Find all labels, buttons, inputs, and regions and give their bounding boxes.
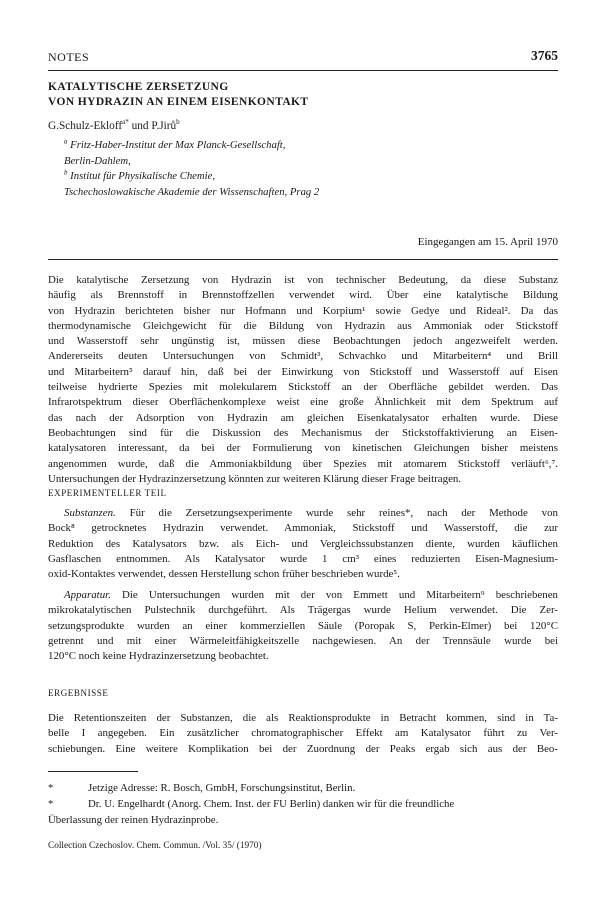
header-rule [48, 70, 558, 71]
paragraph-label: Apparatur. [64, 589, 111, 601]
text-line: Substanzen. Für die Zersetzungsexperimente wurde sehr reines*, nach der Methode von [64, 507, 558, 519]
affiliation-line: Tschechoslowakische Akademie der Wissenschaften, Prag 2 [64, 185, 320, 198]
text-line: schiebungen. Eine weitere Komplikation bei der Zuordnung der Peaks ergab sich aus der Beo- [48, 742, 558, 755]
text-line: belle I angegeben. Ein zusätzlicher chromatographischer Effekt am Katalysator führt zu Ver- [48, 727, 558, 740]
text-line: das nach der Adsorption von Hydrazin am gleichen Eisenkatalysator erhalten wurde. Diese [48, 411, 558, 424]
text-line: mikrokatalytischen Pulstechnik durchgeführt. Als Trägergas wurde Helium verwendet. Die Zer- [48, 604, 558, 617]
affiliation-line: $^a$ Fritz-Haber-Institut der Max Planck-Gesellschaft, [64, 137, 286, 151]
affiliations [64, 138, 319, 200]
text-line: Die Retentionszeiten der Substanzen, die als Reaktionsprodukte in Betracht kommen, sind in Ta- [48, 712, 558, 724]
footnote-rule [48, 771, 138, 772]
results-paragraph [48, 711, 558, 757]
footnotes [48, 780, 558, 828]
footnote: * Dr. U. Engelhardt (Anorg. Chem. Inst. der FU Berlin) danken wir für die freundliche [48, 798, 455, 810]
affiliation-line: Berlin-Dahlem, [64, 154, 131, 167]
footnote: * Jetzige Adresse: R. Bosch, GmbH, Forschungsinstitut, Berlin. [48, 782, 356, 794]
text-line: von Hydrazin berichteten bisher nur Hofmann und Korpium¹ sowie Gedye und Rideal². Da das [48, 304, 558, 317]
section-heading-results: ERGEBNISSE [48, 688, 109, 698]
journal-footer: Collection Czechoslov. Chem. Commun. /Vol. 35/ (1970) [48, 841, 262, 851]
text-line: und Wasserstoff sehr ungünstig ist, müssen diese Beobachtungen jedoch angezweifelt werden. [48, 335, 558, 348]
text-line: Die katalytische Zersetzung von Hydrazin ist von technischer Bedeutung, da diese Substanz [48, 274, 558, 286]
text-line: Beobachtungen sind für die Diskussion des Mechanismus der Stickstoffaktivierung an Eisen- [48, 426, 558, 439]
title-line-2: VON HYDRAZIN AN EINEM EISENKONTAKT [48, 96, 309, 108]
text-line: getrennt und mit einer Wärmeleitfähigkeitszelle nachgewiesen. An der Trennsäule wurde bei [48, 634, 558, 647]
text-line: Apparatur. Die Untersuchungen wurden mit der von Emmett und Mitarbeitern⁹ beschriebenen [64, 589, 558, 601]
substanzen-paragraph [48, 506, 558, 582]
text-line: oxid-Kontaktes verwendet, dessen Herstellung schon früher beschrieben wurde⁵. [48, 568, 400, 581]
apparatur-paragraph [48, 588, 558, 664]
abstract-rule [48, 259, 558, 260]
text-line: setzungsprodukte wurden an einer kommerziellen Säule (Poropak S, Perkin-Elmer) bei 120°C [48, 619, 558, 632]
author-2-mark: b [176, 118, 180, 127]
text-line: Infrarotspektrum dieser Oberflächenkomplexe weist eine große Ähnlichkeit mit dem Spektrum auf [48, 396, 558, 409]
running-head [48, 50, 558, 68]
text-line: teilweise hydrierte Spezies mit molekularem Stickstoff an der Oberfläche gebildet werden. Das [48, 381, 558, 394]
text-line: häufig als Brennstoff in Brennstoffzellen verwendet wird. Über eine katalytische Bildung [48, 289, 558, 302]
text-line: thermodynamische Gleichgewicht für die Bildung von Hydrazin aus Ammoniak oder Stickstoff [48, 319, 558, 332]
footnote-continuation: Überlassung der reinen Hydrazinprobe. [48, 814, 219, 826]
text-line: Bock⁸ getrocknetes Hydrazin verwendet. Ammoniak, Stickstoff und Wasserstoff, die zur [48, 522, 558, 535]
received-date: Eingegangen am 15. April 1970 [417, 236, 558, 248]
text-line: katalysatoren interessant, da bei der Formulierung von kinetischen Gleichungen bisher meistens [48, 442, 558, 455]
author-2: und P.Jirů [128, 120, 177, 132]
section-heading-experimental: EXPERIMENTELLER TEIL [48, 488, 167, 498]
author-line [48, 120, 180, 132]
text-line: Reduktion des Katalysators bzw. als Eich- und Vergleichssubstanzen diente, wurden käuflichen [48, 537, 558, 550]
author-1-mark: a* [122, 118, 129, 127]
text-line: angenommen wurde, daß die Ammoniakbildung über Spezies mit atomarem Stickstoff verläuft⁶,⁷. [48, 457, 558, 470]
text-line: 120°C noch keine Hydrazinzersetzung beobachtet. [48, 650, 269, 663]
page-number: 3765 [531, 48, 558, 63]
section-label: NOTES [48, 50, 90, 64]
article-title [48, 80, 308, 110]
paragraph-label: Substanzen. [64, 507, 116, 519]
intro-paragraph [48, 273, 558, 487]
text-line: Gasflaschen entnommen. Als Katalysator wurde 1 cm³ eines reduzierten Eisen-Magnesium- [48, 552, 558, 565]
text-line: Andererseits deuten Untersuchungen von Schmidt³, Schvachko und Mitarbeitern⁴ und Brill [48, 350, 558, 363]
title-line-1: KATALYTISCHE ZERSETZUNG [48, 81, 229, 93]
text-line: und Mitarbeitern⁵ darauf hin, daß bei der Einwirkung von Stickstoff und Wasserstoff auf Eisen [48, 365, 558, 378]
text-line: Untersuchungen der Hydrazinzersetzung könnten zur weiteren Klärung dieser Frage beitragen. [48, 472, 462, 485]
author-1: G.Schulz-Ekloff [48, 120, 123, 132]
affiliation-line: $^b$ Institut für Physikalische Chemie, [64, 168, 216, 183]
